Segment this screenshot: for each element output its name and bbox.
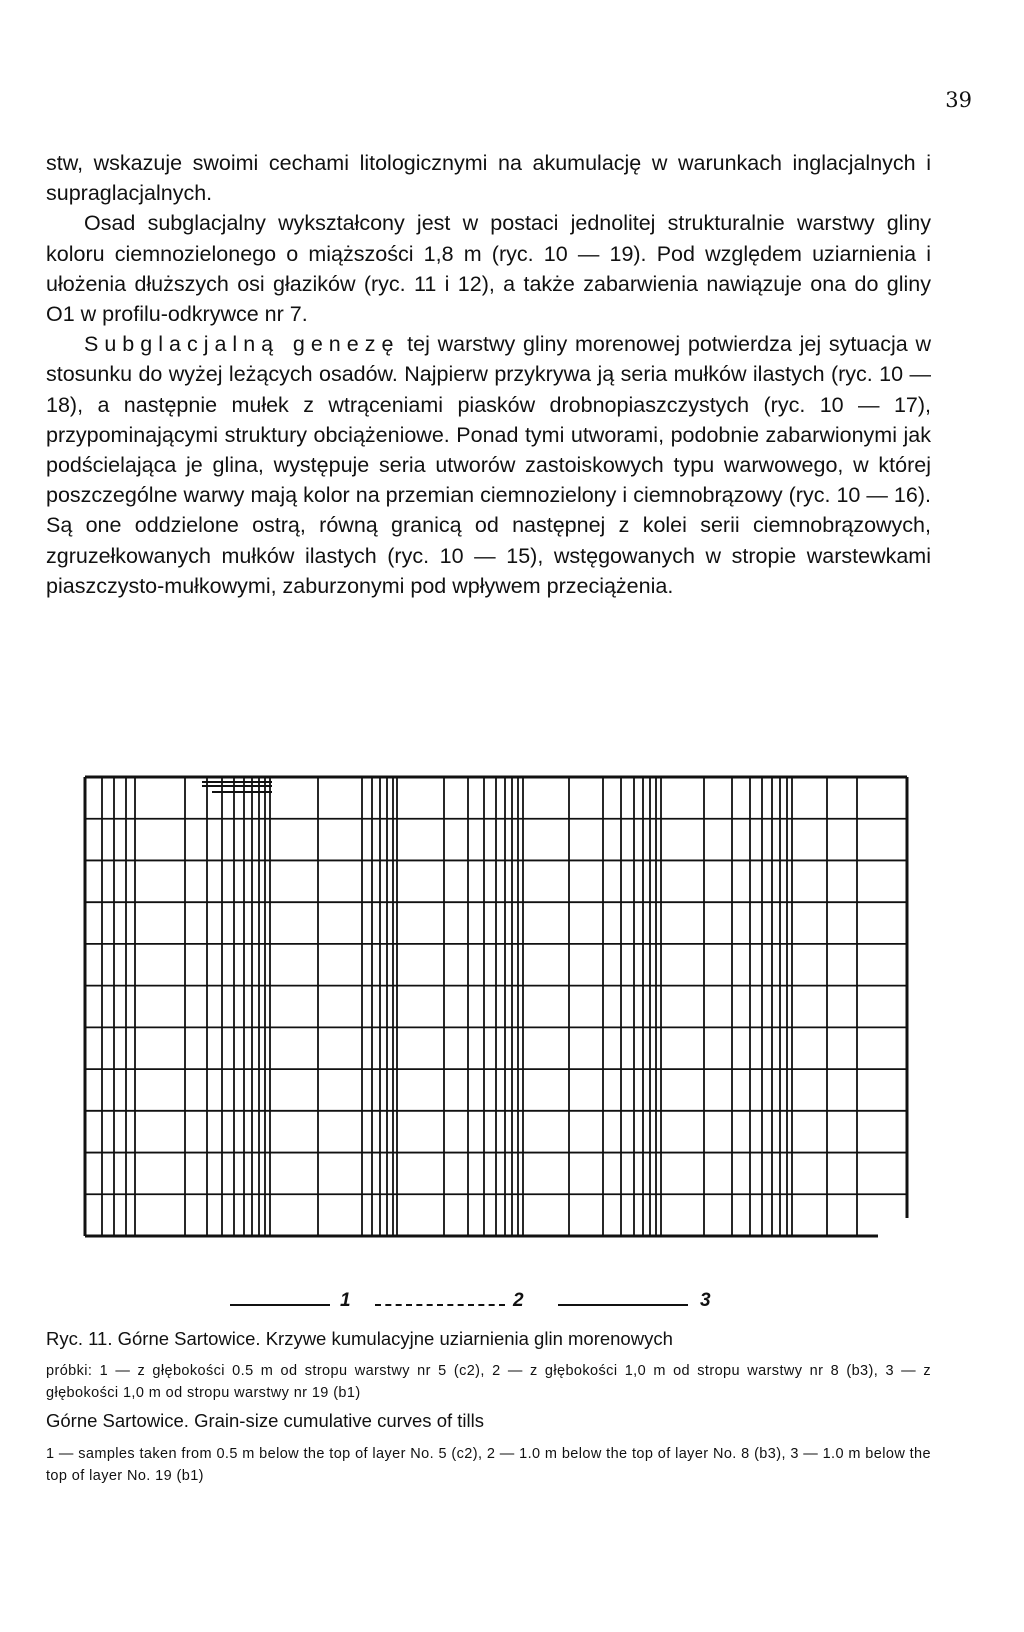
page-number: 39 <box>945 88 972 112</box>
paragraph-1: stw, wskazuje swoimi cechami litologicznymi na akumulację w warunkach inglacjalnych i supraglacjalnych. <box>46 151 931 206</box>
paragraph-3 <box>46 329 931 601</box>
caption-title-en: Górne Sartowice. Grain-size cumulative curves of tills <box>46 1410 484 1431</box>
legend-line-solid-2 <box>558 1304 688 1306</box>
caption-desc-en: 1 — samples taken from 0.5 m below the top of layer No. 5 (c2), 2 — 1.0 m below the top of layer No. 8 (b3), 3 — 1.0 m below the top of layer No. 19 (b1) <box>46 1446 931 1484</box>
legend-label-2: 2 <box>513 1290 524 1311</box>
legend-label-1: 1 <box>340 1290 351 1311</box>
legend-line-solid <box>230 1304 330 1306</box>
grid-svg <box>82 774 910 1239</box>
grain-size-grid-figure <box>82 774 910 1239</box>
figure-legend <box>230 1290 750 1316</box>
legend-label-3: 3 <box>700 1290 711 1311</box>
spaced-emphasis: Subglacjalną genezę <box>84 332 400 357</box>
paragraph-2: Osad subglacjalny wykształcony jest w postaci jednolitej strukturalnie warstwy gliny koloru ciemnozielonego o miąższości 1,8 m (ryc. 10 — 19). Pod względem uziarnienia i ułożenia dłuższych osi głazików (ryc. 11 i 12), a także zabarwienia nawiązuje ona do gliny O1 w profilu-odkrywce nr 7. <box>46 211 931 327</box>
body-text <box>46 148 931 601</box>
caption-desc-pl: próbki: 1 — z głębokości 0.5 m od stropu warstwy nr 5 (c2), 2 — z głębokości 1,0 m od stropu warstwy nr 8 (b3), 3 — z głębokości 1,0 m od stropu warstwy nr 19 (b1) <box>46 1363 931 1401</box>
paragraph-3-rest: tej warstwy gliny morenowej potwierdza jej sytuacja w stosunku do wyżej leżących osadów. Najpierw przykrywa ją seria mułków ilastych (ryc. 10 — 18), a następnie mułek z wtrąceniami piasków drobnopiaszczystych (ryc. 10 — 17), przypominającymi struktury obciążeniowe. Ponad tymi utworami, podobnie zabarwionymi jak podścielająca je glina, występuje seria utworów zastoiskowych typu warwowego, w której poszczególne warwy mają kolor na przemian ciemnozielony i ciemnobrązowy (ryc. 10 — 16). Są one oddzielone ostrą, równą granicą od następnej z kolei serii ciemnobrązowych, zgruzełkowanych mułków ilastych (ryc. 10 — 15), wstęgowanych w stropie warstewkami piaszczysto-mułkowymi, zaburzonymi pod wpływem przeciążenia. <box>46 332 931 598</box>
caption-title-pl: Ryc. 11. Górne Sartowice. Krzywe kumulacyjne uziarnienia glin morenowych <box>46 1328 673 1349</box>
legend-line-dashed <box>375 1304 505 1306</box>
